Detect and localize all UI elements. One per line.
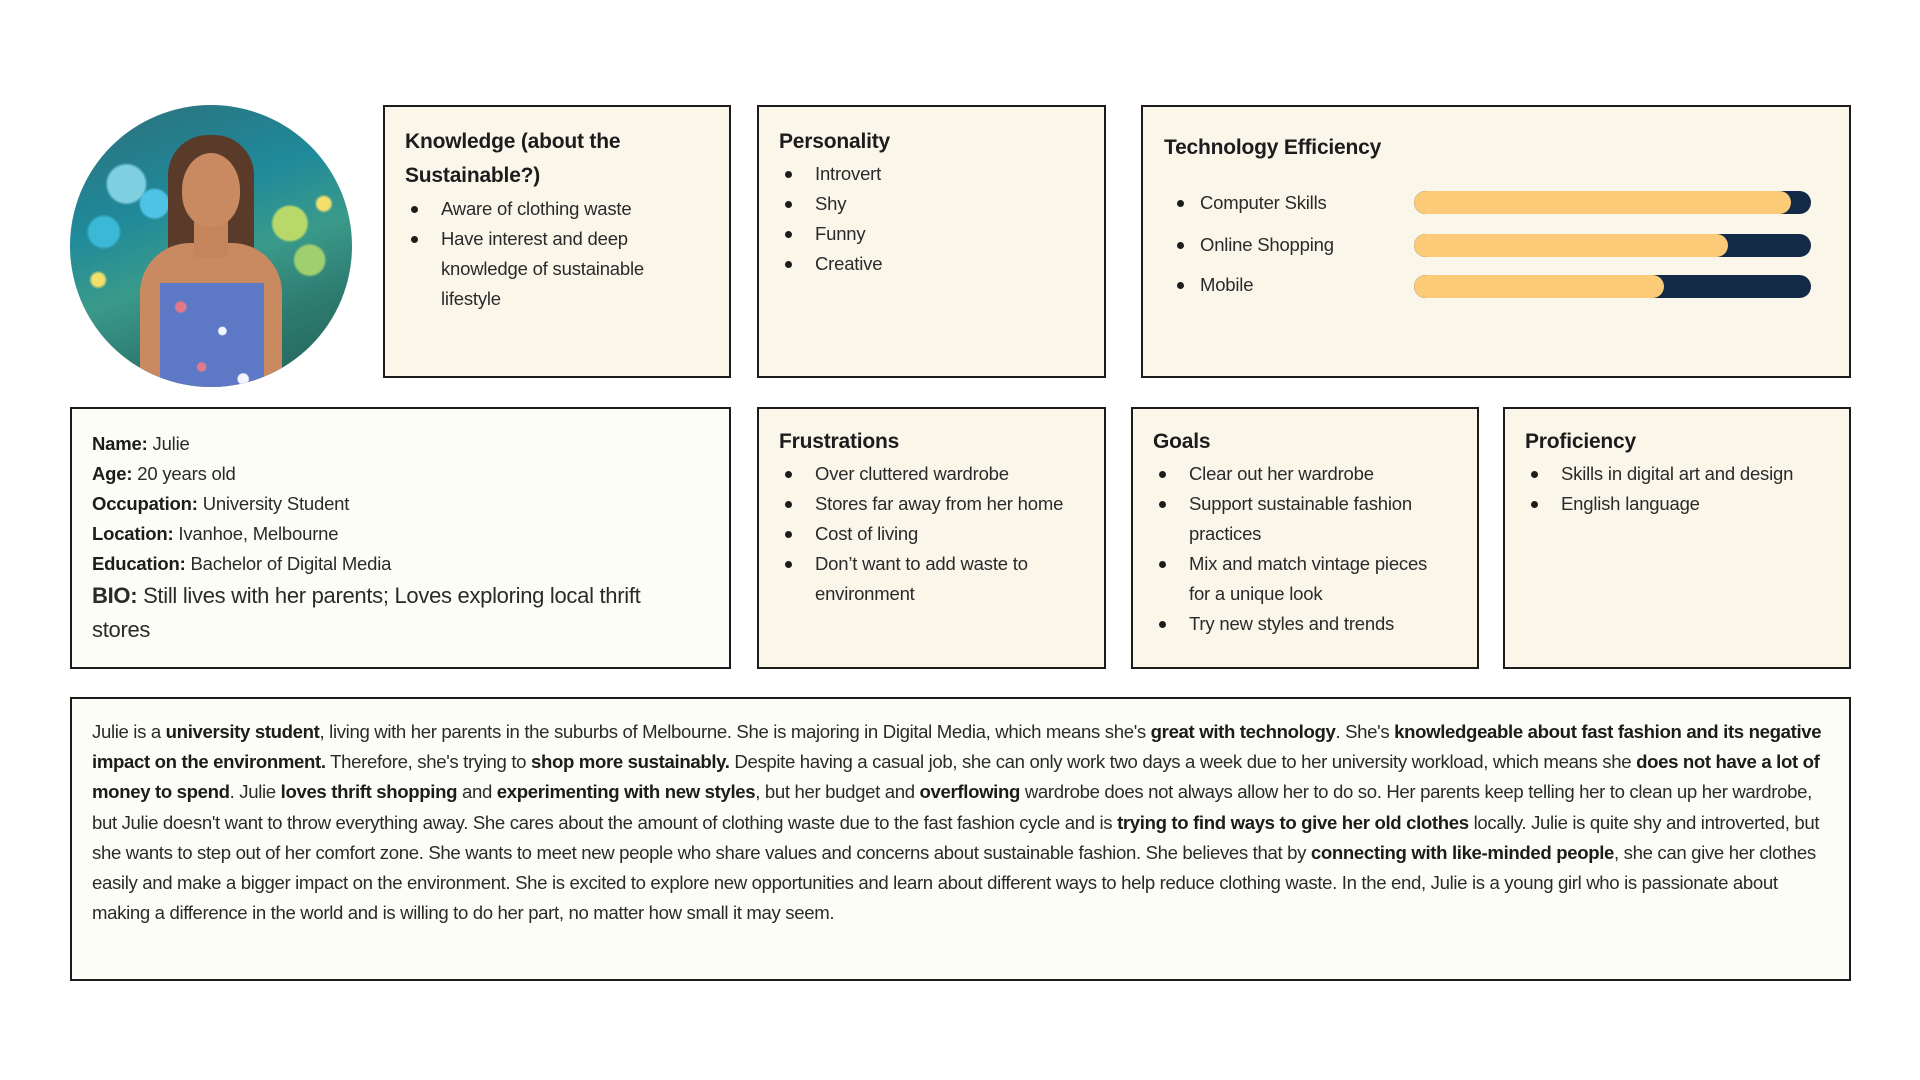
scenario-run: , but her budget and bbox=[755, 781, 920, 803]
scenario-emphasis: knowledgeable about fast fashion and its negative impact on the environment. bbox=[92, 721, 1822, 773]
info-location: Location: Ivanhoe, Melbourne bbox=[92, 523, 339, 544]
frustrations-card bbox=[757, 407, 1106, 669]
list-item: Shy bbox=[779, 189, 1079, 219]
scenario-run: , she can give her clothes easily and make a bigger impact on the environment. She is excited to explore new opportunities and learn about different ways to help reduce clothing waste. In the end, Julie is a young girl who is passionate about making a difference in the world and is willing to do her part, no matter how small it may seem. bbox=[92, 841, 1816, 924]
scenario-run: Despite having a casual job, she can only work two days a week due to her university workload, which means she bbox=[729, 751, 1637, 773]
knowledge-card bbox=[383, 105, 731, 378]
scenario-run: Julie is a bbox=[92, 721, 166, 742]
list-item: Don’t want to add waste to environment bbox=[779, 549, 1069, 609]
list-item: Clear out her wardrobe bbox=[1153, 459, 1443, 489]
info-name: Name: Julie bbox=[92, 433, 190, 454]
list-item: Stores far away from her home bbox=[779, 489, 1069, 519]
goals-card bbox=[1131, 407, 1479, 669]
list-item: Introvert bbox=[779, 159, 1079, 189]
list-item: Have interest and deep knowledge of sustainable lifestyle bbox=[405, 224, 705, 314]
goals-title: Goals bbox=[1153, 430, 1211, 453]
list-item: Support sustainable fashion practices bbox=[1153, 489, 1443, 549]
personality-card bbox=[757, 105, 1106, 378]
info-bio: BIO: Still lives with her parents; Loves exploring local thrift stores bbox=[92, 583, 641, 642]
technology-title: Technology Efficiency bbox=[1164, 136, 1382, 159]
scenario-emphasis: trying to find ways to give her old clothes bbox=[1117, 811, 1469, 833]
proficiency-title: Proficiency bbox=[1525, 430, 1637, 453]
scenario-run: , living with her parents in the suburbs of Melbourne. She is majoring in Digital Media, which means she's bbox=[319, 721, 1151, 742]
goals-list bbox=[1153, 459, 1443, 639]
scenario-emphasis: experimenting with new styles bbox=[496, 781, 756, 803]
scenario-run: . Julie bbox=[229, 781, 281, 803]
list-item: Mix and match vintage pieces for a unique look bbox=[1153, 549, 1443, 609]
list-item: English language bbox=[1525, 489, 1835, 519]
profile-info-card bbox=[70, 407, 731, 669]
list-item: Over cluttered wardrobe bbox=[779, 459, 1069, 489]
online-shopping-bar bbox=[1414, 234, 1811, 257]
list-item: Cost of living bbox=[779, 519, 1069, 549]
list-item: Funny bbox=[779, 219, 1079, 249]
scenario-emphasis: great with technology bbox=[1150, 721, 1336, 742]
list-item: Try new styles and trends bbox=[1153, 609, 1443, 639]
scenario-emphasis: loves thrift shopping bbox=[280, 781, 458, 803]
frustrations-title: Frustrations bbox=[779, 430, 900, 453]
info-education: Education: Bachelor of Digital Media bbox=[92, 553, 392, 574]
scenario-text bbox=[92, 717, 1832, 928]
scenario-emphasis: shop more sustainably. bbox=[530, 751, 730, 773]
list-item: Skills in digital art and design bbox=[1525, 459, 1835, 489]
proficiency-list bbox=[1525, 459, 1835, 519]
personality-title: Personality bbox=[779, 130, 891, 153]
knowledge-list bbox=[405, 194, 705, 314]
computer-skills-fill bbox=[1414, 191, 1791, 214]
info-occupation: Occupation: University Student bbox=[92, 493, 350, 514]
list-item: Creative bbox=[779, 249, 1079, 279]
tech-label: Online Shopping bbox=[1200, 234, 1334, 255]
scenario-emphasis: university student bbox=[165, 721, 320, 742]
scenario-card bbox=[70, 697, 1851, 981]
scenario-emphasis: overflowing bbox=[919, 781, 1021, 803]
scenario-run: Therefore, she's trying to bbox=[325, 751, 531, 773]
mobile-bar bbox=[1414, 275, 1811, 298]
proficiency-card bbox=[1503, 407, 1851, 669]
info-age: Age: 20 years old bbox=[92, 463, 236, 484]
frustrations-list bbox=[779, 459, 1069, 609]
tech-item-computer-skills bbox=[1164, 188, 1327, 218]
personality-list bbox=[779, 159, 1079, 279]
scenario-run: wardrobe does not always allow her to do so. Her parents keep telling her to clean up her wardrobe, but Julie doesn't want to throw everything away. She cares about the amount of clothing waste due to the fast fashion cycle and is bbox=[92, 781, 1812, 833]
tech-item-mobile bbox=[1164, 270, 1253, 300]
tech-label: Mobile bbox=[1200, 274, 1254, 295]
scenario-emphasis: connecting with like-minded people bbox=[1310, 841, 1615, 863]
scenario-run: and bbox=[457, 781, 497, 803]
scenario-run: . She's bbox=[1335, 721, 1395, 742]
tech-label: Computer Skills bbox=[1200, 192, 1327, 213]
mobile-fill bbox=[1414, 275, 1664, 298]
online-shopping-fill bbox=[1414, 234, 1728, 257]
tech-item-online-shopping bbox=[1164, 230, 1334, 260]
computer-skills-bar bbox=[1414, 191, 1811, 214]
knowledge-title: Knowledge (about the Sustainable?) bbox=[405, 130, 621, 187]
avatar-face bbox=[182, 153, 240, 227]
list-item: Aware of clothing waste bbox=[405, 194, 705, 224]
avatar-dress bbox=[160, 283, 264, 387]
scenario-run: locally. Julie is quite shy and introverted, but she wants to step out of her comfort zone. She wants to meet new people who share values and concerns about sustainable fashion. She believes that by bbox=[92, 811, 1820, 863]
avatar bbox=[70, 105, 352, 387]
scenario-emphasis: does not have a lot of money to spend bbox=[92, 751, 1820, 803]
